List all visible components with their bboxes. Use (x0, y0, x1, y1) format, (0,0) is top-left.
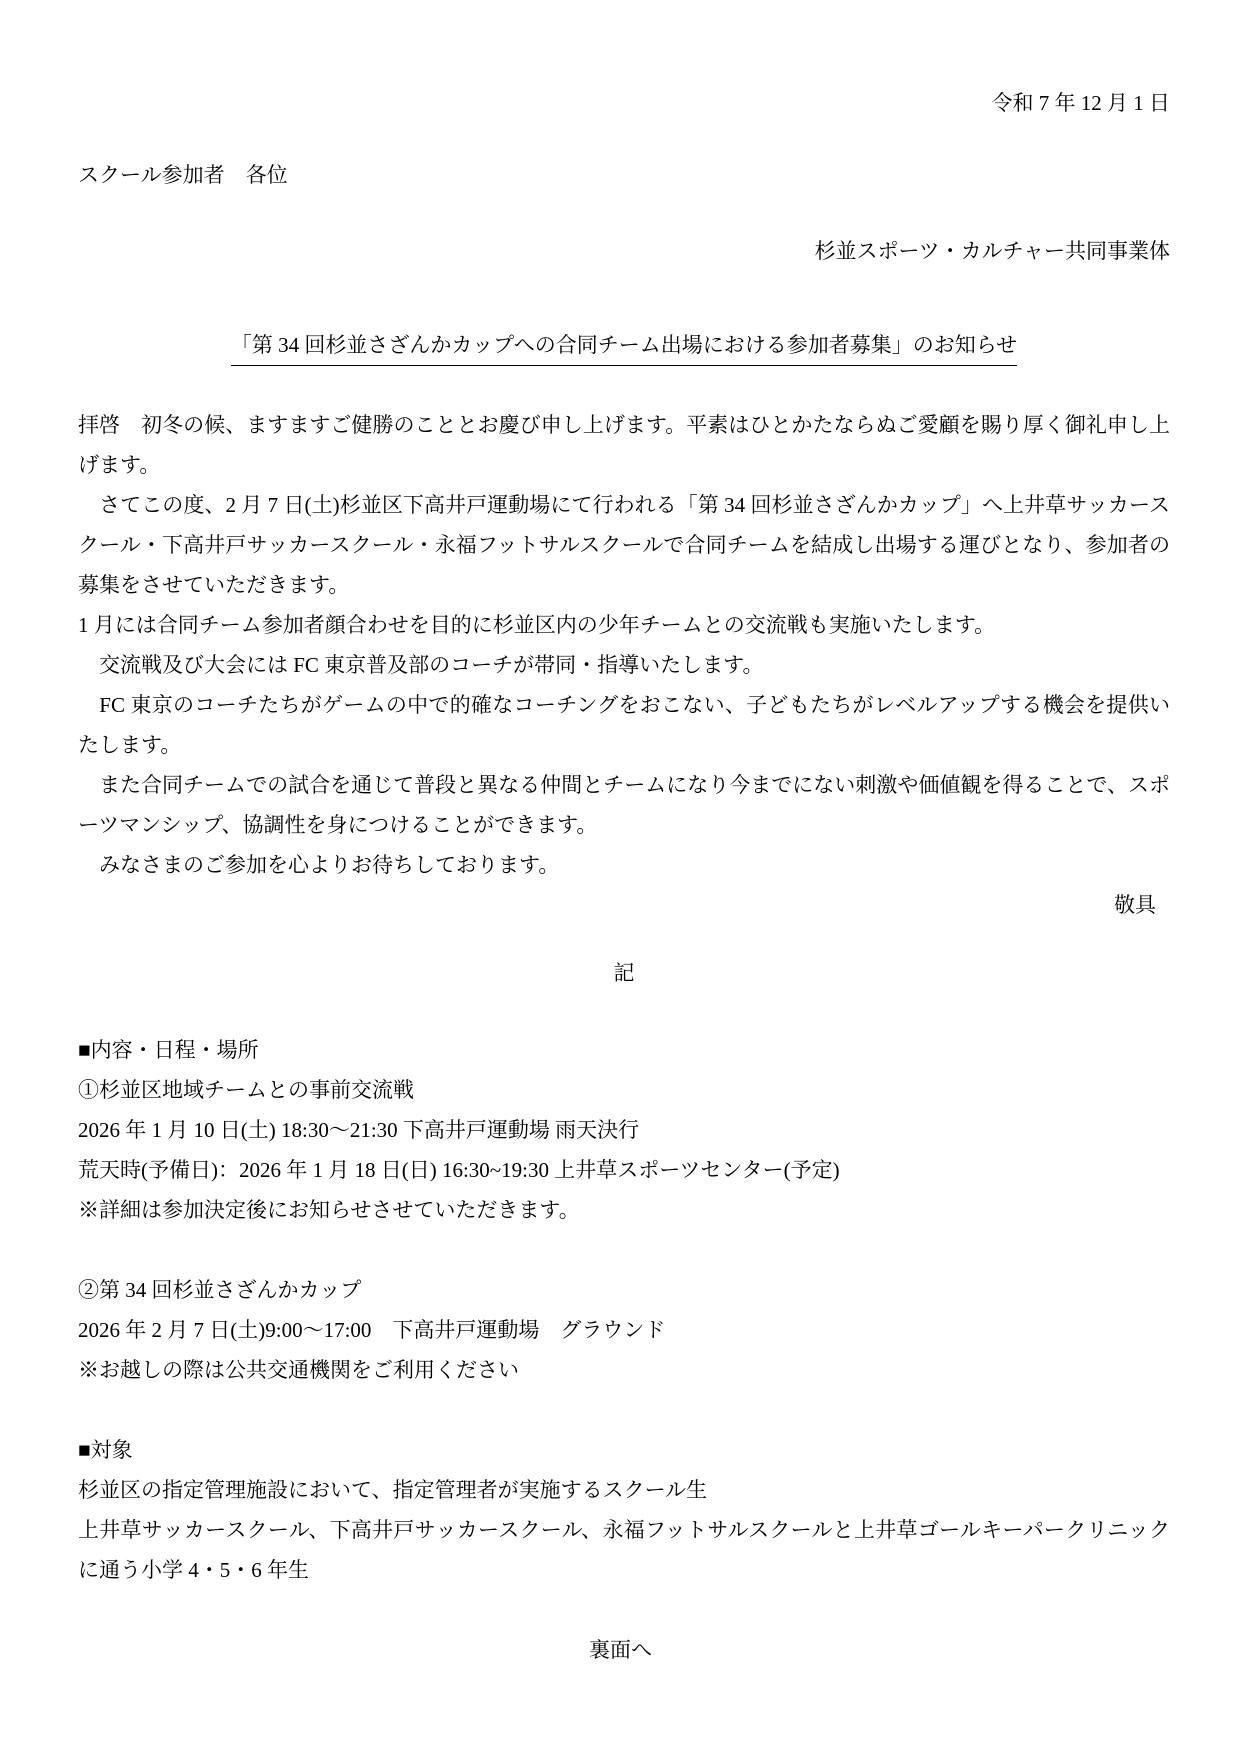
section-line: ①杉並区地域チームとの事前交流戦 (78, 1078, 414, 1102)
body-paragraph: さてこの度、2 月 7 日(土)杉並区下高井戸運動場にて行われる「第 34 回杉並さざんかカップ」へ上井草サッカースクール・下高井戸サッカースクール・永福フットサルスクールで合同チームを結成し出場する運びとなり、参加者の募集をさせていただきます。 (78, 493, 1170, 597)
back-page-note: 裏面へ (589, 1638, 652, 1662)
section-schedule (78, 1030, 1170, 1230)
section-cup-event (78, 1270, 1170, 1390)
letter-body (78, 405, 1170, 885)
section-line: 上井草サッカースクール、下高井戸サッカースクール、永福フットサルスクールと上井草ゴールキーパークリニックに通う小学 4・5・6 年生 (78, 1518, 1170, 1582)
recipient-line: スクール参加者 各位 (78, 163, 288, 187)
closing-salutation: 敬具 (1114, 893, 1156, 917)
section-line: 2026 年 2 月 7 日(土)9:00〜17:00 下高井戸運動場 グラウンド (78, 1318, 666, 1342)
document-title: 「第 34 回杉並さざんかカップへの合同チーム出場における参加者募集」のお知らせ (231, 328, 1017, 366)
section-line: ②第 34 回杉並さざんかカップ (78, 1278, 362, 1302)
section-line: ※お越しの際は公共交通機関をご利用ください (78, 1358, 519, 1382)
section-heading: ■内容・日程・場所 (78, 1038, 259, 1062)
section-eligibility (78, 1430, 1170, 1590)
body-paragraph: 拝啓 初冬の候、ますますご健勝のこととお慶び申し上げます。平素はひとかたならぬご愛顧を賜り厚く御礼申し上げます。 (78, 413, 1170, 477)
title-row (78, 325, 1170, 366)
section-line: 2026 年 1 月 10 日(土) 18:30〜21:30 下高井戸運動場 雨天決行 (78, 1118, 640, 1142)
body-paragraph: みなさまのご参加を心よりお待ちしております。 (78, 853, 560, 877)
body-paragraph: 1 月には合同チーム参加者顔合わせを目的に杉並区内の少年チームとの交流戦も実施いたします。 (78, 613, 996, 637)
notice-details (78, 1030, 1170, 1590)
section-heading: ■対象 (78, 1438, 133, 1462)
section-line: 荒天時(予備日)：2026 年 1 月 18 日(日) 16:30~19:30 上井草スポーツセンター(予定) (78, 1158, 840, 1182)
section-line: ※詳細は参加決定後にお知らせさせていただきます。 (78, 1198, 580, 1222)
body-paragraph: 交流戦及び大会には FC 東京普及部のコーチが帯同・指導いたします。 (78, 653, 764, 677)
section-line: 杉並区の指定管理施設において、指定管理者が実施するスクール生 (78, 1478, 708, 1502)
sender-line: 杉並スポーツ・カルチャー共同事業体 (814, 239, 1170, 263)
record-marker: 記 (613, 961, 635, 985)
issue-date: 令和 7 年 12 月 1 日 (991, 91, 1170, 115)
body-paragraph: また合同チームでの試合を通じて普段と異なる仲間とチームになり今までにない刺激や価値観を得ることで、スポーツマンシップ、協調性を身につけることができます。 (78, 773, 1170, 837)
body-paragraph: FC 東京のコーチたちがゲームの中で的確なコーチングをおこない、子どもたちがレベルアップする機会を提供いたします。 (78, 693, 1170, 757)
